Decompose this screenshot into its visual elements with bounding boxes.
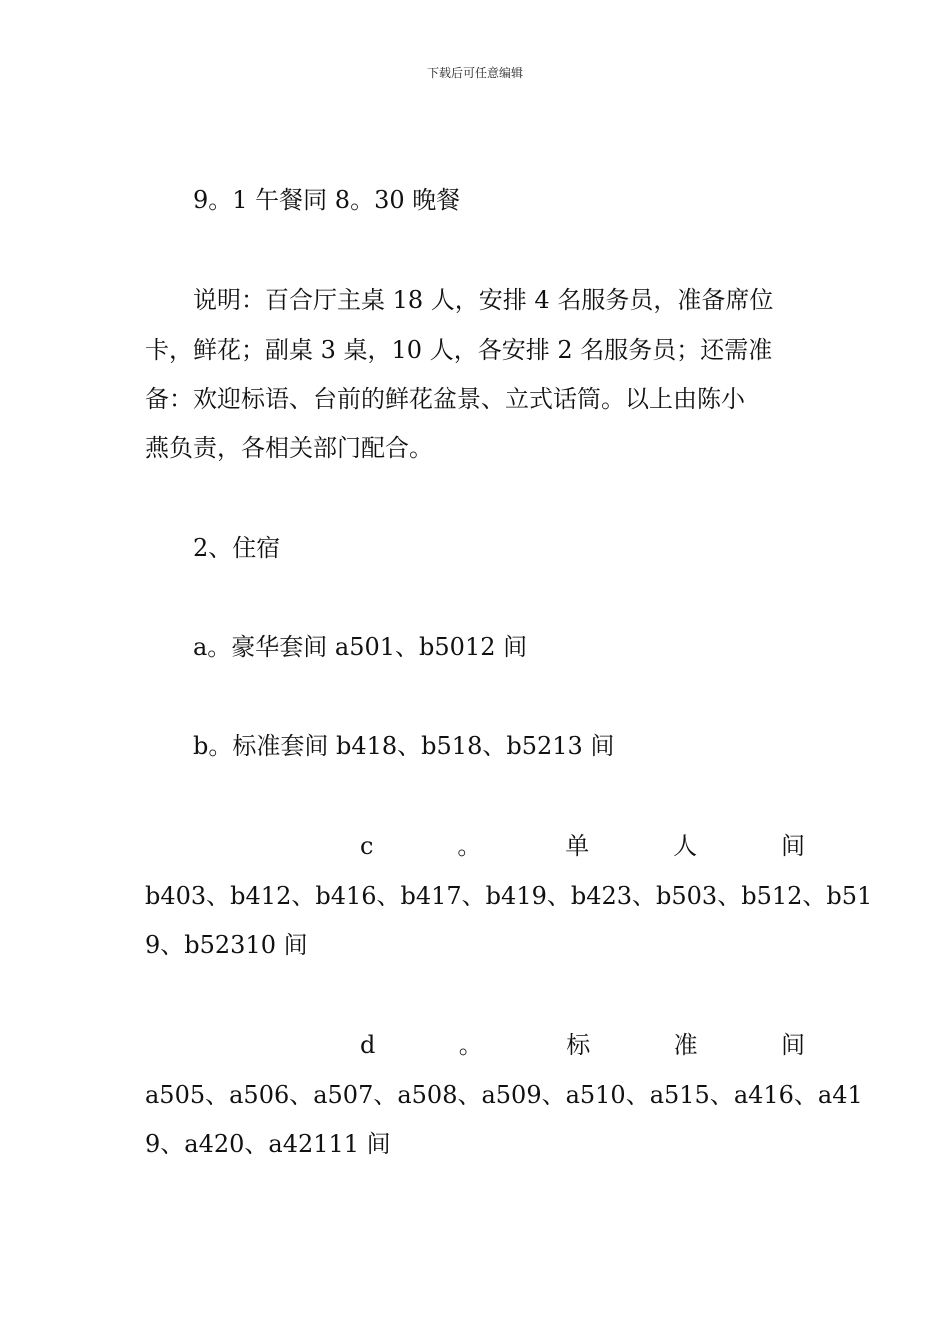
- note-line-4: 燕负责，各相关部门配合。: [145, 434, 433, 462]
- standard-room-heading-part: 间: [781, 1031, 805, 1059]
- deluxe-suite-line: a。豪华套间 a501、b5012 间: [193, 633, 528, 661]
- standard-room-list-line-1: a505、a506、a507、a508、a509、a510、a515、a416、a41: [145, 1081, 863, 1109]
- standard-room-heading: [360, 1029, 805, 1061]
- single-room-heading: [360, 830, 805, 862]
- note-line-2: 卡，鲜花；副桌 3 桌，10 人，各安排 2 名服务员；还需准: [145, 336, 773, 364]
- single-room-list-line-2: 9、b52310 间: [145, 931, 308, 959]
- section-heading-accommodation: 2、住宿: [193, 534, 281, 562]
- single-room-list-line-1: b403、b412、b416、b417、b419、b423、b503、b512、b51: [145, 882, 873, 910]
- note-line-3: 备：欢迎标语、台前的鲜花盆景、立式话筒。以上由陈小: [145, 385, 745, 413]
- lunch-dinner-line: 9。1 午餐同 8。30 晚餐: [193, 186, 461, 214]
- standard-room-heading-part: 标: [566, 1031, 591, 1059]
- standard-suite-line: b。标准套间 b418、b518、b5213 间: [193, 732, 615, 760]
- page-header: 下载后可任意编辑: [426, 66, 523, 80]
- single-room-heading-part: c: [360, 832, 374, 860]
- single-room-heading-part: 间: [780, 832, 805, 860]
- standard-room-heading-part: 准: [673, 1031, 698, 1059]
- single-room-heading-part: 单: [565, 832, 590, 860]
- standard-room-list-line-2: 9、a420、a42111 间: [145, 1130, 391, 1158]
- single-room-heading-part: 。: [457, 832, 482, 860]
- note-line-1: 说明：百合厅主桌 18 人，安排 4 名服务员，准备席位: [193, 286, 774, 314]
- standard-room-heading-part: d: [360, 1031, 376, 1059]
- single-room-heading-part: 人: [673, 832, 698, 860]
- standard-room-heading-part: 。: [458, 1031, 483, 1059]
